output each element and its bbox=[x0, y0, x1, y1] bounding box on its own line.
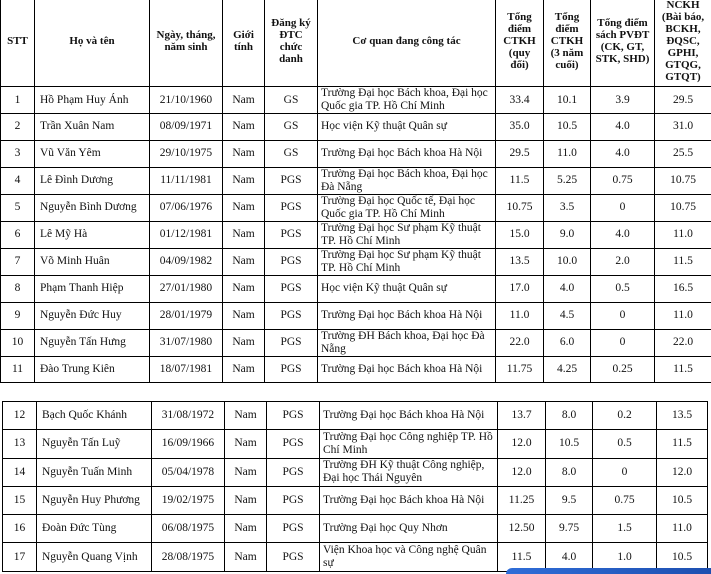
header-nckh bbox=[655, 0, 711, 87]
cell-gender: Nam bbox=[223, 87, 265, 114]
cell-name: Võ Minh Huân bbox=[35, 248, 150, 275]
cell-title: PGS bbox=[265, 302, 318, 329]
cell-pvdt: 2.0 bbox=[591, 248, 655, 275]
cell-stt: 3 bbox=[1, 140, 35, 167]
cell-nckh: 11.5 bbox=[657, 430, 708, 458]
cell-nckh: 25.5 bbox=[655, 140, 711, 167]
cell-gender: Nam bbox=[223, 194, 265, 221]
cell-stt: 15 bbox=[3, 486, 37, 514]
cell-pvdt: 0 bbox=[591, 329, 655, 356]
cell-ctkh: 11.75 bbox=[496, 356, 544, 383]
header-ctkh-label: Tổng điểm CTKH bbox=[503, 10, 536, 47]
header-ctkh3 bbox=[544, 0, 591, 87]
cell-nckh: 22.0 bbox=[655, 329, 711, 356]
cell-nckh: 10.75 bbox=[655, 167, 711, 194]
cell-gender: Nam bbox=[223, 302, 265, 329]
cell-ctkh3: 9.75 bbox=[546, 515, 593, 543]
cell-ctkh3: 8.0 bbox=[546, 458, 593, 486]
cell-nckh: 16.5 bbox=[655, 275, 711, 302]
cell-org: Trường ĐH Bách khoa, Đại học Đà Nẵng bbox=[318, 329, 496, 356]
cell-stt: 17 bbox=[3, 543, 37, 571]
cell-dob: 31/07/1980 bbox=[150, 329, 223, 356]
header-title: Đăng ký ĐTC chức danh bbox=[265, 0, 318, 87]
cell-name: Đào Trung Kiên bbox=[35, 356, 150, 383]
table-row bbox=[1, 248, 711, 275]
cell-stt: 14 bbox=[3, 458, 37, 486]
cell-ctkh: 12.0 bbox=[498, 430, 546, 458]
cell-stt: 13 bbox=[3, 430, 37, 458]
cell-pvdt: 0.2 bbox=[593, 402, 657, 430]
cell-org: Trường Đại học Bách khoa Hà Nội bbox=[320, 486, 498, 514]
candidates-table-continued bbox=[2, 401, 708, 572]
header-name: Họ và tên bbox=[35, 0, 150, 87]
cell-dob: 28/01/1979 bbox=[150, 302, 223, 329]
cell-nckh: 29.5 bbox=[655, 87, 711, 114]
table-row bbox=[1, 275, 711, 302]
cell-dob: 08/09/1971 bbox=[150, 114, 223, 141]
cell-ctkh: 10.75 bbox=[496, 194, 544, 221]
cell-gender: Nam bbox=[223, 329, 265, 356]
cell-stt: 8 bbox=[1, 275, 35, 302]
cell-name: Hồ Phạm Huy Ánh bbox=[35, 87, 150, 114]
cell-nckh: 11.5 bbox=[655, 248, 711, 275]
cell-org: Trường Đại học Bách khoa Hà Nội bbox=[320, 402, 498, 430]
header-pvdt-note: (CK, GT, STK, SHD) bbox=[595, 40, 650, 65]
table-body-bottom bbox=[3, 402, 708, 572]
cell-ctkh: 13.7 bbox=[498, 402, 546, 430]
cell-name: Nguyễn Tấn Hưng bbox=[35, 329, 150, 356]
cell-dob: 01/12/1981 bbox=[150, 221, 223, 248]
cell-ctkh3: 9.5 bbox=[546, 486, 593, 514]
cell-title: PGS bbox=[265, 356, 318, 383]
cell-org: Trường Đại học Bách khoa, Đại học Quốc gia TP. Hồ Chí Minh bbox=[318, 87, 496, 114]
cell-stt: 5 bbox=[1, 194, 35, 221]
cell-title: PGS bbox=[267, 486, 320, 514]
cell-name: Vũ Văn Yêm bbox=[35, 140, 150, 167]
cell-title: GS bbox=[265, 87, 318, 114]
cell-pvdt: 0 bbox=[591, 302, 655, 329]
cell-ctkh3: 10.5 bbox=[546, 430, 593, 458]
cell-title: PGS bbox=[267, 458, 320, 486]
cell-pvdt: 1.5 bbox=[593, 515, 657, 543]
table-row bbox=[1, 329, 711, 356]
cell-gender: Nam bbox=[223, 275, 265, 302]
cell-pvdt: 4.0 bbox=[591, 140, 655, 167]
cell-pvdt: 0.25 bbox=[591, 356, 655, 383]
cell-ctkh3: 11.0 bbox=[544, 140, 591, 167]
cell-title: PGS bbox=[265, 248, 318, 275]
cell-org: Trường Đại học Bách khoa Hà Nội bbox=[318, 302, 496, 329]
cell-nckh: 11.0 bbox=[655, 221, 711, 248]
cell-org: Trường Đại học Quốc tế, Đại học Quốc gia TP. Hồ Chí Minh bbox=[318, 194, 496, 221]
table-row bbox=[1, 87, 711, 114]
cell-org: Trường Đại học Bách khoa, Đại học Đà Nẵng bbox=[318, 167, 496, 194]
cell-name: Lê Đình Dương bbox=[35, 167, 150, 194]
cell-dob: 19/02/1975 bbox=[152, 486, 225, 514]
cell-ctkh3: 10.5 bbox=[544, 114, 591, 141]
table-row bbox=[3, 430, 708, 458]
cell-ctkh3: 9.0 bbox=[544, 221, 591, 248]
header-ctkh3-note: (3 năm cuối) bbox=[550, 46, 584, 71]
cell-ctkh: 11.5 bbox=[498, 543, 546, 571]
cell-title: GS bbox=[265, 114, 318, 141]
cell-gender: Nam bbox=[223, 248, 265, 275]
cell-dob: 11/11/1981 bbox=[150, 167, 223, 194]
cell-gender: Nam bbox=[223, 114, 265, 141]
cell-org: Trường ĐH Kỹ thuật Công nghiệp, Đại học Thái Nguyên bbox=[320, 458, 498, 486]
cell-nckh: 11.5 bbox=[655, 356, 711, 383]
cell-gender: Nam bbox=[225, 402, 267, 430]
cell-dob: 16/09/1966 bbox=[152, 430, 225, 458]
table-row bbox=[1, 221, 711, 248]
header-org: Cơ quan đang công tác bbox=[318, 0, 496, 87]
table-row bbox=[1, 140, 711, 167]
cell-ctkh3: 8.0 bbox=[546, 402, 593, 430]
cell-stt: 6 bbox=[1, 221, 35, 248]
cell-pvdt: 0 bbox=[591, 194, 655, 221]
cell-ctkh: 12.50 bbox=[498, 515, 546, 543]
cell-name: Trần Xuân Nam bbox=[35, 114, 150, 141]
table-row bbox=[1, 302, 711, 329]
cell-stt: 12 bbox=[3, 402, 37, 430]
cell-gender: Nam bbox=[225, 458, 267, 486]
cell-stt: 4 bbox=[1, 167, 35, 194]
cell-name: Nguyễn Quang Vịnh bbox=[37, 543, 152, 571]
cell-org: Học viện Kỹ thuật Quân sự bbox=[318, 275, 496, 302]
header-pvdt-label: Tổng điểm sách PVĐT bbox=[595, 16, 650, 41]
cell-title: PGS bbox=[267, 543, 320, 571]
cell-org: Trường Đại học Công nghiệp TP. Hồ Chí Minh bbox=[320, 430, 498, 458]
cell-name: Bạch Quốc Khánh bbox=[37, 402, 152, 430]
table-row bbox=[1, 114, 711, 141]
header-ctkh3-label: Tổng điểm CTKH bbox=[550, 10, 584, 47]
cell-pvdt: 0.5 bbox=[591, 275, 655, 302]
cell-dob: 05/04/1978 bbox=[152, 458, 225, 486]
cell-gender: Nam bbox=[223, 221, 265, 248]
cell-dob: 31/08/1972 bbox=[152, 402, 225, 430]
cell-nckh: 13.5 bbox=[657, 402, 708, 430]
cell-dob: 07/06/1976 bbox=[150, 194, 223, 221]
cell-pvdt: 0.75 bbox=[593, 486, 657, 514]
cell-org: Học viện Kỹ thuật Quân sự bbox=[318, 114, 496, 141]
cell-gender: Nam bbox=[225, 543, 267, 571]
cell-ctkh3: 3.5 bbox=[544, 194, 591, 221]
cell-ctkh3: 6.0 bbox=[544, 329, 591, 356]
cell-gender: Nam bbox=[225, 515, 267, 543]
cell-ctkh: 22.0 bbox=[496, 329, 544, 356]
cell-nckh: 10.75 bbox=[655, 194, 711, 221]
cell-dob: 28/08/1975 bbox=[152, 543, 225, 571]
cell-ctkh3: 10.0 bbox=[544, 248, 591, 275]
cell-name: Phạm Thanh Hiệp bbox=[35, 275, 150, 302]
header-nckh-note: (Bài báo, BCKH, ĐQSC, GPHI, GTQG, GTQT) bbox=[661, 10, 705, 83]
cell-gender: Nam bbox=[223, 356, 265, 383]
cell-org: Trường Đại học Sư phạm Kỹ thuật TP. Hồ Chí Minh bbox=[318, 221, 496, 248]
cell-dob: 18/07/1981 bbox=[150, 356, 223, 383]
cell-ctkh: 11.25 bbox=[498, 486, 546, 514]
cell-gender: Nam bbox=[225, 486, 267, 514]
cell-title: PGS bbox=[265, 221, 318, 248]
header-nckh-label: NCKH bbox=[666, 0, 700, 11]
cell-org: Trường Đại học Quy Nhơn bbox=[320, 515, 498, 543]
table-row bbox=[3, 402, 708, 430]
cell-ctkh: 29.5 bbox=[496, 140, 544, 167]
cell-stt: 1 bbox=[1, 87, 35, 114]
cell-ctkh: 11.5 bbox=[496, 167, 544, 194]
cell-nckh: 11.0 bbox=[657, 515, 708, 543]
cell-dob: 06/08/1975 bbox=[152, 515, 225, 543]
cell-ctkh: 12.0 bbox=[498, 458, 546, 486]
cell-title: PGS bbox=[265, 329, 318, 356]
cell-nckh: 10.5 bbox=[657, 543, 708, 571]
table-row bbox=[1, 194, 711, 221]
table-row bbox=[1, 167, 711, 194]
cell-nckh: 31.0 bbox=[655, 114, 711, 141]
cell-ctkh: 17.0 bbox=[496, 275, 544, 302]
cell-dob: 04/09/1982 bbox=[150, 248, 223, 275]
cell-name: Đoàn Đức Tùng bbox=[37, 515, 152, 543]
cell-name: Nguyễn Đức Huy bbox=[35, 302, 150, 329]
header-stt: STT bbox=[1, 0, 35, 87]
header-dob: Ngày, tháng, năm sinh bbox=[150, 0, 223, 87]
cell-stt: 10 bbox=[1, 329, 35, 356]
header-row bbox=[1, 0, 711, 87]
cell-title: PGS bbox=[265, 194, 318, 221]
cell-ctkh: 35.0 bbox=[496, 114, 544, 141]
cell-nckh: 12.0 bbox=[657, 458, 708, 486]
taskbar-corner bbox=[506, 568, 711, 574]
cell-title: PGS bbox=[267, 402, 320, 430]
cell-name: Lê Mỹ Hà bbox=[35, 221, 150, 248]
cell-nckh: 10.5 bbox=[657, 486, 708, 514]
cell-pvdt: 0 bbox=[593, 458, 657, 486]
cell-title: PGS bbox=[265, 275, 318, 302]
cell-pvdt: 0.5 bbox=[593, 430, 657, 458]
cell-org: Trường Đại học Sư phạm Kỹ thuật TP. Hồ Chí Minh bbox=[318, 248, 496, 275]
cell-dob: 29/10/1975 bbox=[150, 140, 223, 167]
table-row bbox=[3, 515, 708, 543]
cell-name: Nguyễn Tuấn Minh bbox=[37, 458, 152, 486]
cell-org: Trường Đại học Bách khoa Hà Nội bbox=[318, 140, 496, 167]
table-row bbox=[3, 458, 708, 486]
cell-ctkh3: 10.1 bbox=[544, 87, 591, 114]
cell-title: GS bbox=[265, 140, 318, 167]
header-ctkh bbox=[496, 0, 544, 87]
cell-org: Trường Đại học Bách khoa Hà Nội bbox=[318, 356, 496, 383]
cell-title: PGS bbox=[267, 430, 320, 458]
header-gender: Giới tính bbox=[223, 0, 265, 87]
cell-ctkh3: 4.0 bbox=[544, 275, 591, 302]
table-body-top bbox=[1, 87, 711, 383]
cell-title: PGS bbox=[265, 167, 318, 194]
cell-pvdt: 4.0 bbox=[591, 114, 655, 141]
cell-pvdt: 1.0 bbox=[593, 543, 657, 571]
cell-ctkh: 15.0 bbox=[496, 221, 544, 248]
cell-name: Nguyễn Bình Dương bbox=[35, 194, 150, 221]
cell-stt: 2 bbox=[1, 114, 35, 141]
cell-stt: 7 bbox=[1, 248, 35, 275]
cell-stt: 11 bbox=[1, 356, 35, 383]
cell-gender: Nam bbox=[223, 167, 265, 194]
cell-name: Nguyễn Tấn Luỹ bbox=[37, 430, 152, 458]
cell-title: PGS bbox=[267, 515, 320, 543]
cell-ctkh: 13.5 bbox=[496, 248, 544, 275]
cell-pvdt: 4.0 bbox=[591, 221, 655, 248]
cell-ctkh3: 4.25 bbox=[544, 356, 591, 383]
cell-nckh: 11.0 bbox=[655, 302, 711, 329]
cell-pvdt: 0.75 bbox=[591, 167, 655, 194]
cell-ctkh: 11.0 bbox=[496, 302, 544, 329]
page-break bbox=[0, 392, 711, 401]
cell-ctkh3: 4.5 bbox=[544, 302, 591, 329]
table-row bbox=[3, 486, 708, 514]
cell-name: Nguyễn Huy Phương bbox=[37, 486, 152, 514]
cell-pvdt: 3.9 bbox=[591, 87, 655, 114]
cell-ctkh3: 4.0 bbox=[546, 543, 593, 571]
table-row bbox=[1, 356, 711, 383]
cell-ctkh: 33.4 bbox=[496, 87, 544, 114]
cell-dob: 21/10/1960 bbox=[150, 87, 223, 114]
cell-stt: 16 bbox=[3, 515, 37, 543]
cell-org: Viện Khoa học và Công nghệ Quân sự bbox=[320, 543, 498, 571]
cell-dob: 27/01/1980 bbox=[150, 275, 223, 302]
header-pvdt bbox=[591, 0, 655, 87]
cell-ctkh3: 5.25 bbox=[544, 167, 591, 194]
header-ctkh-note: (quy đổi) bbox=[508, 46, 531, 71]
cell-gender: Nam bbox=[223, 140, 265, 167]
cell-stt: 9 bbox=[1, 302, 35, 329]
cell-gender: Nam bbox=[225, 430, 267, 458]
